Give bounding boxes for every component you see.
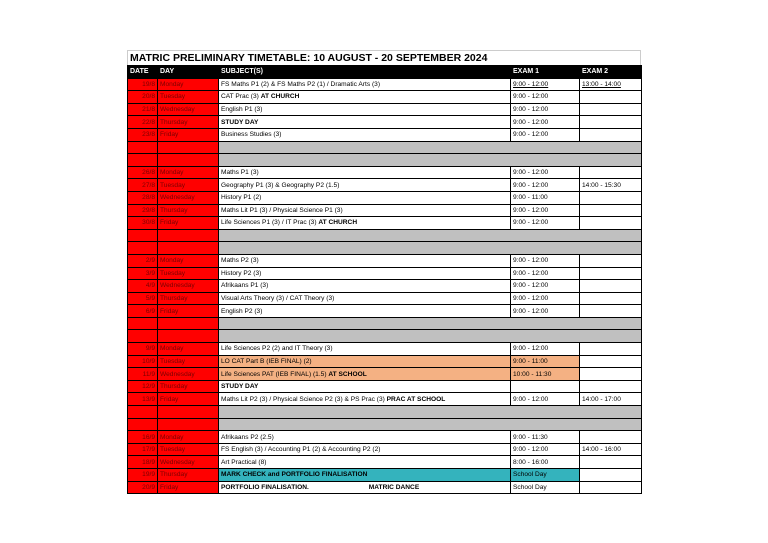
day-cell: Monday bbox=[158, 343, 219, 356]
day-cell: Tuesday bbox=[158, 267, 219, 280]
table-row bbox=[128, 355, 642, 368]
subject-cell bbox=[219, 78, 511, 91]
header-date: DATE bbox=[128, 66, 158, 79]
date-cell: 9/9 bbox=[128, 343, 158, 356]
spacer-day-cell bbox=[158, 229, 219, 242]
spacer-row bbox=[128, 141, 642, 154]
exam1-cell: 9:00 - 12:00 bbox=[511, 166, 580, 179]
day-cell: Monday bbox=[158, 431, 219, 444]
spacer-date-cell bbox=[128, 406, 158, 419]
day-cell: Thursday bbox=[158, 469, 219, 482]
spacer-date-cell bbox=[128, 242, 158, 255]
subject-text: Visual Arts Theory (3) / CAT Theory (3) bbox=[221, 294, 335, 302]
exam2-cell bbox=[580, 91, 642, 104]
subject-cell bbox=[219, 355, 511, 368]
day-cell: Monday bbox=[158, 78, 219, 91]
exam1-cell: 9:00 - 11:00 bbox=[511, 355, 580, 368]
subject-cell bbox=[219, 456, 511, 469]
spacer-day-cell bbox=[158, 242, 219, 255]
exam1-cell: 9:00 - 12:00 bbox=[511, 305, 580, 318]
exam1-cell: 9:00 - 12:00 bbox=[511, 204, 580, 217]
day-cell: Friday bbox=[158, 305, 219, 318]
subject-cell bbox=[219, 166, 511, 179]
spacer-row bbox=[128, 418, 642, 431]
day-cell: Thursday bbox=[158, 204, 219, 217]
day-cell: Friday bbox=[158, 481, 219, 494]
exam2-cell bbox=[580, 116, 642, 129]
date-cell: 21/8 bbox=[128, 103, 158, 116]
subject-cell bbox=[219, 443, 511, 456]
table-row bbox=[128, 431, 642, 444]
exam2-cell bbox=[580, 456, 642, 469]
exam2-cell bbox=[580, 166, 642, 179]
spacer-gap-cell bbox=[219, 406, 642, 419]
subject-text: STUDY DAY bbox=[221, 383, 259, 391]
subject-text: Afrikaans P2 (2.5) bbox=[221, 433, 274, 441]
day-cell: Friday bbox=[158, 217, 219, 230]
spacer-gap-cell bbox=[219, 418, 642, 431]
spacer-date-cell bbox=[128, 418, 158, 431]
table-row bbox=[128, 191, 642, 204]
spacer-date-cell bbox=[128, 141, 158, 154]
subject-text: Art Practical (8) bbox=[221, 458, 267, 466]
date-cell: 22/8 bbox=[128, 116, 158, 129]
date-cell: 20/8 bbox=[128, 91, 158, 104]
spacer-gap-cell bbox=[219, 242, 642, 255]
day-cell: Thursday bbox=[158, 292, 219, 305]
subject-cell bbox=[219, 292, 511, 305]
page-title: MATRIC PRELIMINARY TIMETABLE: 10 AUGUST - 20 SEPTEMBER 2024 bbox=[127, 50, 641, 65]
exam2-cell: 14:00 - 16:00 bbox=[580, 443, 642, 456]
subject-text: PORTFOLIO FINALISATION. bbox=[221, 483, 309, 491]
date-cell: 16/9 bbox=[128, 431, 158, 444]
spacer-day-cell bbox=[158, 154, 219, 167]
table-row bbox=[128, 166, 642, 179]
subject-cell bbox=[219, 116, 511, 129]
subject-text: Life Sciences P2 (2) and IT Theory (3) bbox=[221, 345, 333, 353]
table-row bbox=[128, 267, 642, 280]
spacer-day-cell bbox=[158, 141, 219, 154]
exam2-cell bbox=[580, 103, 642, 116]
subject-emphasis: AT SCHOOL bbox=[328, 370, 367, 378]
exam1-cell: 9:00 - 12:00 bbox=[511, 343, 580, 356]
subject-text: LO CAT Part B (IEB FINAL) (2) bbox=[221, 357, 312, 365]
table-row bbox=[128, 179, 642, 192]
subject-text: FS Maths P1 (2) & FS Maths P2 (1) / Dramatic Arts (3) bbox=[221, 80, 381, 88]
date-cell: 23/8 bbox=[128, 128, 158, 141]
date-cell: 28/8 bbox=[128, 191, 158, 204]
day-cell: Wednesday bbox=[158, 191, 219, 204]
table-row bbox=[128, 254, 642, 267]
subject-text: Afrikaans P1 (3) bbox=[221, 282, 269, 290]
exam1-cell: 9:00 - 12:00 bbox=[511, 128, 580, 141]
table-row bbox=[128, 78, 642, 91]
date-cell: 19/9 bbox=[128, 469, 158, 482]
exam2-cell bbox=[580, 343, 642, 356]
table-row bbox=[128, 481, 642, 494]
table-row bbox=[128, 280, 642, 293]
date-cell: 2/9 bbox=[128, 254, 158, 267]
spacer-gap-cell bbox=[219, 330, 642, 343]
exam2-cell bbox=[580, 128, 642, 141]
day-cell: Friday bbox=[158, 393, 219, 406]
day-cell: Tuesday bbox=[158, 443, 219, 456]
subject-text: English P1 (3) bbox=[221, 106, 263, 114]
exam2-cell bbox=[580, 380, 642, 393]
spacer-row bbox=[128, 406, 642, 419]
date-cell: 18/9 bbox=[128, 456, 158, 469]
subject-cell bbox=[219, 128, 511, 141]
day-cell: Thursday bbox=[158, 380, 219, 393]
header-row bbox=[128, 66, 642, 79]
subject-text: English P2 (3) bbox=[221, 307, 263, 315]
day-cell: Tuesday bbox=[158, 179, 219, 192]
exam2-cell bbox=[580, 481, 642, 494]
exam1-cell: 9:00 - 12:00 bbox=[511, 280, 580, 293]
table-row bbox=[128, 443, 642, 456]
subject-text: Geography P1 (3) & Geography P2 (1.5) bbox=[221, 181, 340, 189]
date-cell: 20/9 bbox=[128, 481, 158, 494]
exam2-cell: 14:00 - 15:30 bbox=[580, 179, 642, 192]
exam2-cell bbox=[580, 280, 642, 293]
subject-text: Maths P2 (3) bbox=[221, 257, 259, 265]
table-row bbox=[128, 217, 642, 230]
exam2-cell bbox=[580, 254, 642, 267]
spacer-gap-cell bbox=[219, 317, 642, 330]
table-row bbox=[128, 368, 642, 381]
subject-text: Business Studies (3) bbox=[221, 131, 282, 139]
header-subjects: SUBJECT(S) bbox=[219, 66, 511, 79]
spacer-gap-cell bbox=[219, 141, 642, 154]
date-cell: 4/9 bbox=[128, 280, 158, 293]
subject-cell bbox=[219, 217, 511, 230]
subject-cell bbox=[219, 481, 511, 494]
subject-cell bbox=[219, 380, 511, 393]
table-row bbox=[128, 456, 642, 469]
exam1-cell: 9:00 - 12:00 bbox=[511, 254, 580, 267]
subject-cell bbox=[219, 179, 511, 192]
exam2-cell bbox=[580, 204, 642, 217]
exam1-cell: 9:00 - 12:00 bbox=[511, 116, 580, 129]
spacer-date-cell bbox=[128, 330, 158, 343]
exam2-cell bbox=[580, 217, 642, 230]
exam2-cell bbox=[580, 305, 642, 318]
subject-emphasis: AT CHURCH bbox=[260, 93, 300, 101]
subject-cell bbox=[219, 431, 511, 444]
subject-cell bbox=[219, 267, 511, 280]
day-cell: Friday bbox=[158, 128, 219, 141]
table-row bbox=[128, 204, 642, 217]
table-row bbox=[128, 128, 642, 141]
header-exam1: EXAM 1 bbox=[511, 66, 580, 79]
exam2-cell: 14:00 - 17:00 bbox=[580, 393, 642, 406]
exam1-cell: 9:00 - 12:00 bbox=[511, 179, 580, 192]
exam1-cell: School Day bbox=[511, 469, 580, 482]
date-cell: 30/8 bbox=[128, 217, 158, 230]
date-cell: 3/9 bbox=[128, 267, 158, 280]
timetable-sheet bbox=[127, 50, 641, 494]
date-cell: 29/8 bbox=[128, 204, 158, 217]
subject-text: Life Sciences PAT (IEB FINAL) (1.5) bbox=[221, 370, 327, 378]
subject-text: Maths Lit P2 (3) / Physical Science P2 (3) & PS Prac (3) bbox=[221, 395, 385, 403]
spacer-date-cell bbox=[128, 229, 158, 242]
spacer-row bbox=[128, 330, 642, 343]
subject-text: STUDY DAY bbox=[221, 118, 259, 126]
day-cell: Wednesday bbox=[158, 103, 219, 116]
date-cell: 19/8 bbox=[128, 78, 158, 91]
table-row bbox=[128, 305, 642, 318]
exam1-cell: 9:00 - 12:00 bbox=[511, 78, 580, 91]
date-cell: 11/9 bbox=[128, 368, 158, 381]
exam1-cell: 9:00 - 11:00 bbox=[511, 191, 580, 204]
day-cell: Wednesday bbox=[158, 456, 219, 469]
subject-cell bbox=[219, 204, 511, 217]
subject-cell bbox=[219, 254, 511, 267]
exam1-cell: 8:00 - 16:00 bbox=[511, 456, 580, 469]
table-row bbox=[128, 393, 642, 406]
exam2-cell bbox=[580, 292, 642, 305]
day-cell: Wednesday bbox=[158, 368, 219, 381]
date-cell: 27/8 bbox=[128, 179, 158, 192]
exam1-cell: School Day bbox=[511, 481, 580, 494]
timetable bbox=[127, 65, 642, 494]
table-row bbox=[128, 116, 642, 129]
exam2-cell bbox=[580, 267, 642, 280]
table-row bbox=[128, 292, 642, 305]
exam2-cell bbox=[580, 368, 642, 381]
exam1-cell: 9:00 - 11:30 bbox=[511, 431, 580, 444]
subject-text: History P1 (2) bbox=[221, 194, 262, 202]
spacer-gap-cell bbox=[219, 229, 642, 242]
table-row bbox=[128, 343, 642, 356]
subject-emphasis: AT CHURCH bbox=[318, 219, 358, 227]
subject-text: Life Sciences P1 (3) / IT Prac (3) bbox=[221, 219, 317, 227]
spacer-row bbox=[128, 242, 642, 255]
subject-text: History P2 (3) bbox=[221, 269, 262, 277]
table-row bbox=[128, 103, 642, 116]
spacer-date-cell bbox=[128, 317, 158, 330]
spacer-gap-cell bbox=[219, 154, 642, 167]
header-day: DAY bbox=[158, 66, 219, 79]
subject-text: FS English (3) / Accounting P1 (2) & Accounting P2 (2) bbox=[221, 446, 381, 454]
table-row bbox=[128, 91, 642, 104]
spacer-day-cell bbox=[158, 317, 219, 330]
table-row bbox=[128, 380, 642, 393]
exam2-cell bbox=[580, 191, 642, 204]
timetable-body bbox=[128, 78, 642, 494]
day-cell: Wednesday bbox=[158, 280, 219, 293]
date-cell: 10/9 bbox=[128, 355, 158, 368]
table-row bbox=[128, 469, 642, 482]
exam1-cell: 9:00 - 12:00 bbox=[511, 91, 580, 104]
header-exam2: EXAM 2 bbox=[580, 66, 642, 79]
exam1-cell: 9:00 - 12:00 bbox=[511, 103, 580, 116]
exam1-cell: 9:00 - 12:00 bbox=[511, 443, 580, 456]
date-cell: 13/9 bbox=[128, 393, 158, 406]
date-cell: 12/9 bbox=[128, 380, 158, 393]
subject-emphasis: PRAC AT SCHOOL bbox=[386, 395, 446, 403]
subject-cell bbox=[219, 368, 511, 381]
subject-cell bbox=[219, 191, 511, 204]
subject-extra: MATRIC DANCE bbox=[368, 483, 420, 491]
date-cell: 26/8 bbox=[128, 166, 158, 179]
exam1-cell: 9:00 - 12:00 bbox=[511, 393, 580, 406]
spacer-day-cell bbox=[158, 330, 219, 343]
exam1-cell: 10:00 - 11:30 bbox=[511, 368, 580, 381]
subject-cell bbox=[219, 91, 511, 104]
subject-text: MARK CHECK and PORTFOLIO FINALISATION bbox=[221, 471, 368, 479]
spacer-day-cell bbox=[158, 418, 219, 431]
subject-cell bbox=[219, 343, 511, 356]
exam1-cell: 9:00 - 12:00 bbox=[511, 292, 580, 305]
exam1-cell: 9:00 - 12:00 bbox=[511, 267, 580, 280]
date-cell: 17/9 bbox=[128, 443, 158, 456]
spacer-date-cell bbox=[128, 154, 158, 167]
day-cell: Monday bbox=[158, 166, 219, 179]
exam1-cell: 9:00 - 12:00 bbox=[511, 217, 580, 230]
exam2-cell bbox=[580, 469, 642, 482]
day-cell: Thursday bbox=[158, 116, 219, 129]
exam2-cell bbox=[580, 431, 642, 444]
spacer-day-cell bbox=[158, 406, 219, 419]
subject-text: Maths Lit P1 (3) / Physical Science P1 (3) bbox=[221, 206, 343, 214]
spacer-row bbox=[128, 229, 642, 242]
exam2-cell: 13:00 - 14:00 bbox=[580, 78, 642, 91]
date-cell: 6/9 bbox=[128, 305, 158, 318]
subject-cell bbox=[219, 103, 511, 116]
date-cell: 5/9 bbox=[128, 292, 158, 305]
day-cell: Monday bbox=[158, 254, 219, 267]
day-cell: Tuesday bbox=[158, 91, 219, 104]
subject-text: Maths P1 (3) bbox=[221, 169, 259, 177]
subject-cell bbox=[219, 469, 511, 482]
subject-cell bbox=[219, 305, 511, 318]
exam1-cell bbox=[511, 380, 580, 393]
spacer-row bbox=[128, 317, 642, 330]
subject-cell bbox=[219, 280, 511, 293]
subject-text: CAT Prac (3) bbox=[221, 93, 259, 101]
spacer-row bbox=[128, 154, 642, 167]
day-cell: Tuesday bbox=[158, 355, 219, 368]
subject-cell bbox=[219, 393, 511, 406]
exam2-cell bbox=[580, 355, 642, 368]
